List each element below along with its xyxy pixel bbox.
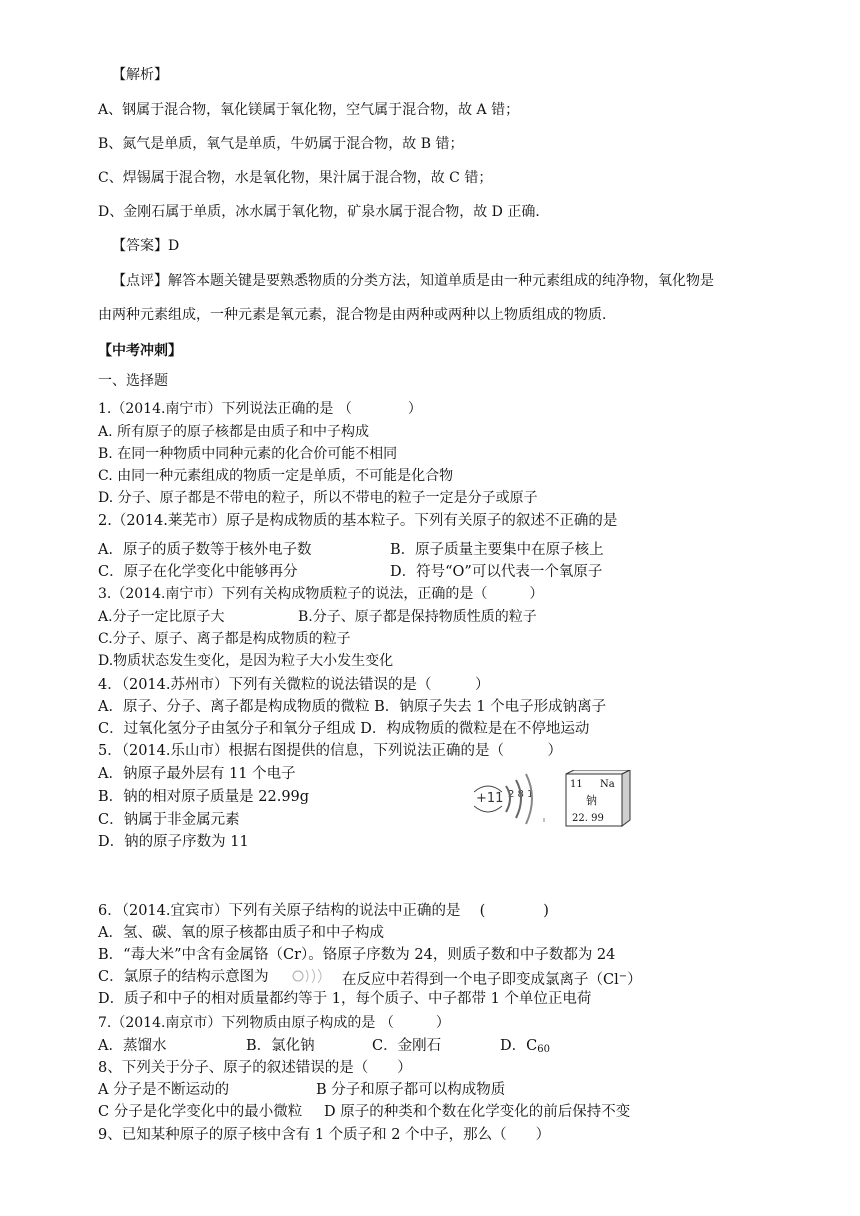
answer-line: 【答案】D xyxy=(112,238,180,254)
q6-option-c-superscript: − xyxy=(618,971,628,982)
q8-option-b: B 分子和原子都可以构成物质 xyxy=(316,1082,506,1098)
q7-option-d-text: D．C xyxy=(500,1038,538,1054)
q5-option-c: C．钠属于非金属元素 xyxy=(98,812,240,828)
q8-option-a: A 分子是不断运动的 xyxy=(98,1082,230,1098)
q1-option-b: B. 在同一种物质中同种元素的化合价可能不相同 xyxy=(98,446,398,462)
q3-stem: 3.（2014.南宁市）下列有关构成物质粒子的说法，正确的是（ ） xyxy=(98,586,544,602)
q2-option-a: A．原子的质子数等于核外电子数 xyxy=(98,542,312,558)
q2-stem: 2.（2014.莱芜市）原子是构成物质的基本粒子。下列有关原子的叙述不正确的是 xyxy=(98,513,618,529)
q4-options-ab: A．原子、分子、离子都是构成物质的微粒 B．钠原子失去 1 个电子形成钠离子 xyxy=(98,699,607,715)
analysis-line-d: D、金刚石属于单质，冰水属于氧化物，矿泉水属于混合物，故 D 正确． xyxy=(98,204,550,220)
q1-stem: 1.（2014.南宁市）下列说法正确的是 （ ） xyxy=(98,401,422,417)
q7-stem: 7.（2014.南京市）下列物质由原子构成的是 （ ） xyxy=(98,1015,450,1031)
electron-shells-label: 2 8 1 xyxy=(508,789,534,800)
cl-shell-1 xyxy=(306,970,308,982)
q6-option-c-tail xyxy=(342,967,642,990)
q7-option-d xyxy=(500,1036,550,1060)
nucleus-charge-label: +11 xyxy=(476,791,504,806)
analysis-line-b: B、氮气是单质，氧气是单质，牛奶属于混合物，故 B 错； xyxy=(98,136,464,152)
q6-stem: 6．（2014.宜宾市）下列有关原子结构的说法中正确的是 ( ) xyxy=(98,903,549,919)
q4-stem: 4．（2014.苏州市）下列有关微粒的说法错误的是（ ） xyxy=(98,677,490,693)
cl-shell-3 xyxy=(318,969,321,983)
q1-option-d: D. 分子、原子都是不带电的粒子，所以不带电的粒子一定是分子或原子 xyxy=(98,490,538,506)
q6-option-c-text: 在反应中若得到一个电子即变成氯离子（Cl xyxy=(342,972,619,988)
q6-option-c-close: ） xyxy=(627,972,642,988)
nucleus-arc-bottom xyxy=(474,806,502,812)
section-title: 【中考冲刺】 xyxy=(98,343,182,359)
q7-option-b: B．氯化钠 xyxy=(246,1038,315,1054)
q6-option-a: A．氢、碳、氧的原子核都由质子和中子构成 xyxy=(98,925,384,941)
comment-line-1: 【点评】解答本题关键是要熟悉物质的分类方法，知道单质是由一种元素组成的纯净物，氧化物是 xyxy=(112,273,714,289)
element-name: 钠 xyxy=(586,794,597,807)
q6-option-c xyxy=(98,967,269,987)
q1-option-c: C. 由同一种元素组成的物质一定是单质，不可能是化合物 xyxy=(98,468,454,484)
analysis-heading: 【解析】 xyxy=(112,67,168,83)
q5-option-b: B．钠的相对原子质量是 22.99g xyxy=(98,789,310,805)
analysis-line-a: A、钢属于混合物，氧化镁属于氧化物，空气属于混合物，故 A 错； xyxy=(98,102,520,118)
q1-option-a: A. 所有原子的原子核都是由质子和中子构成 xyxy=(98,424,370,440)
section-subtitle: 一、选择题 xyxy=(98,373,168,389)
q5-option-d: D．钠的原子序数为 11 xyxy=(98,834,249,850)
card-top-face xyxy=(566,770,630,774)
element-symbol: Na xyxy=(600,779,615,790)
q2-option-c: C．原子在化学变化中能够再分 xyxy=(98,564,298,580)
cl-nucleus xyxy=(293,971,303,981)
q3-option-b: B.分子、原子都是保持物质性质的粒子 xyxy=(298,609,537,625)
q2-option-b: B．原子质量主要集中在原子核上 xyxy=(390,542,604,558)
q8-stem: 8、下列关于分子、原子的叙述错误的是（ ） xyxy=(98,1060,412,1076)
q3-option-a: A.分子一定比原子大 xyxy=(98,609,225,625)
sodium-element-card xyxy=(560,770,632,828)
q9-stem: 9、已知某种原子的原子核中含有 1 个质子和 2 个中子，那么（ ） xyxy=(98,1127,551,1143)
q6-option-d: D．质子和中子的相对质量都约等于 1，每个质子、中子都带 1 个单位正电荷 xyxy=(98,991,592,1007)
comment-line-2: 由两种元素组成，一种元素是氧元素，混合物是由两种或两种以上物质组成的物质． xyxy=(98,307,616,323)
q8-option-c: C 分子是化学变化中的最小微粒 xyxy=(98,1104,303,1120)
q3-option-d: D.物质状态发生变化，是因为粒子大小发生变化 xyxy=(98,653,394,669)
chlorine-atom-structure-icon xyxy=(288,968,328,984)
q3-option-c: C.分子、原子、离子都是构成物质的粒子 xyxy=(98,631,351,647)
atomic-mass: 22. 99 xyxy=(572,813,604,824)
q6-option-b: B．“毒大米”中含有金属铬（Cr）。铬原子序数为 24，则质子数和中子数都为 24 xyxy=(98,947,616,963)
q5-option-a: A．钠原子最外层有 11 个电子 xyxy=(98,766,296,782)
q4-options-cd: C．过氧化氢分子由氢分子和氧分子组成 D．构成物质的微粒是在不停地运动 xyxy=(98,721,590,737)
q7-option-a: A．蒸馏水 xyxy=(98,1038,167,1054)
card-side-face xyxy=(622,770,630,826)
cl-shell-2 xyxy=(312,969,315,983)
q8-option-d: D 原子的种类和个数在化学变化的前后保持不变 xyxy=(324,1104,631,1120)
q7-option-c: C．金刚石 xyxy=(372,1038,442,1054)
sodium-atom-structure-diagram xyxy=(474,766,560,826)
atomic-number: 11 xyxy=(570,779,583,790)
analysis-line-c: C、焊锡属于混合物，水是氧化物，果汁属于混合物，故 C 错； xyxy=(98,170,493,186)
q7-option-d-subscript: 60 xyxy=(537,1044,550,1055)
q2-option-d: D．符号“O”可以代表一个氧原子 xyxy=(390,564,603,580)
q6-option-c-lead: C．氯原子的结构示意图为 xyxy=(98,969,269,985)
q5-stem: 5．（2014.乐山市）根据右图提供的信息，下列说法正确的是（ ） xyxy=(98,743,562,759)
